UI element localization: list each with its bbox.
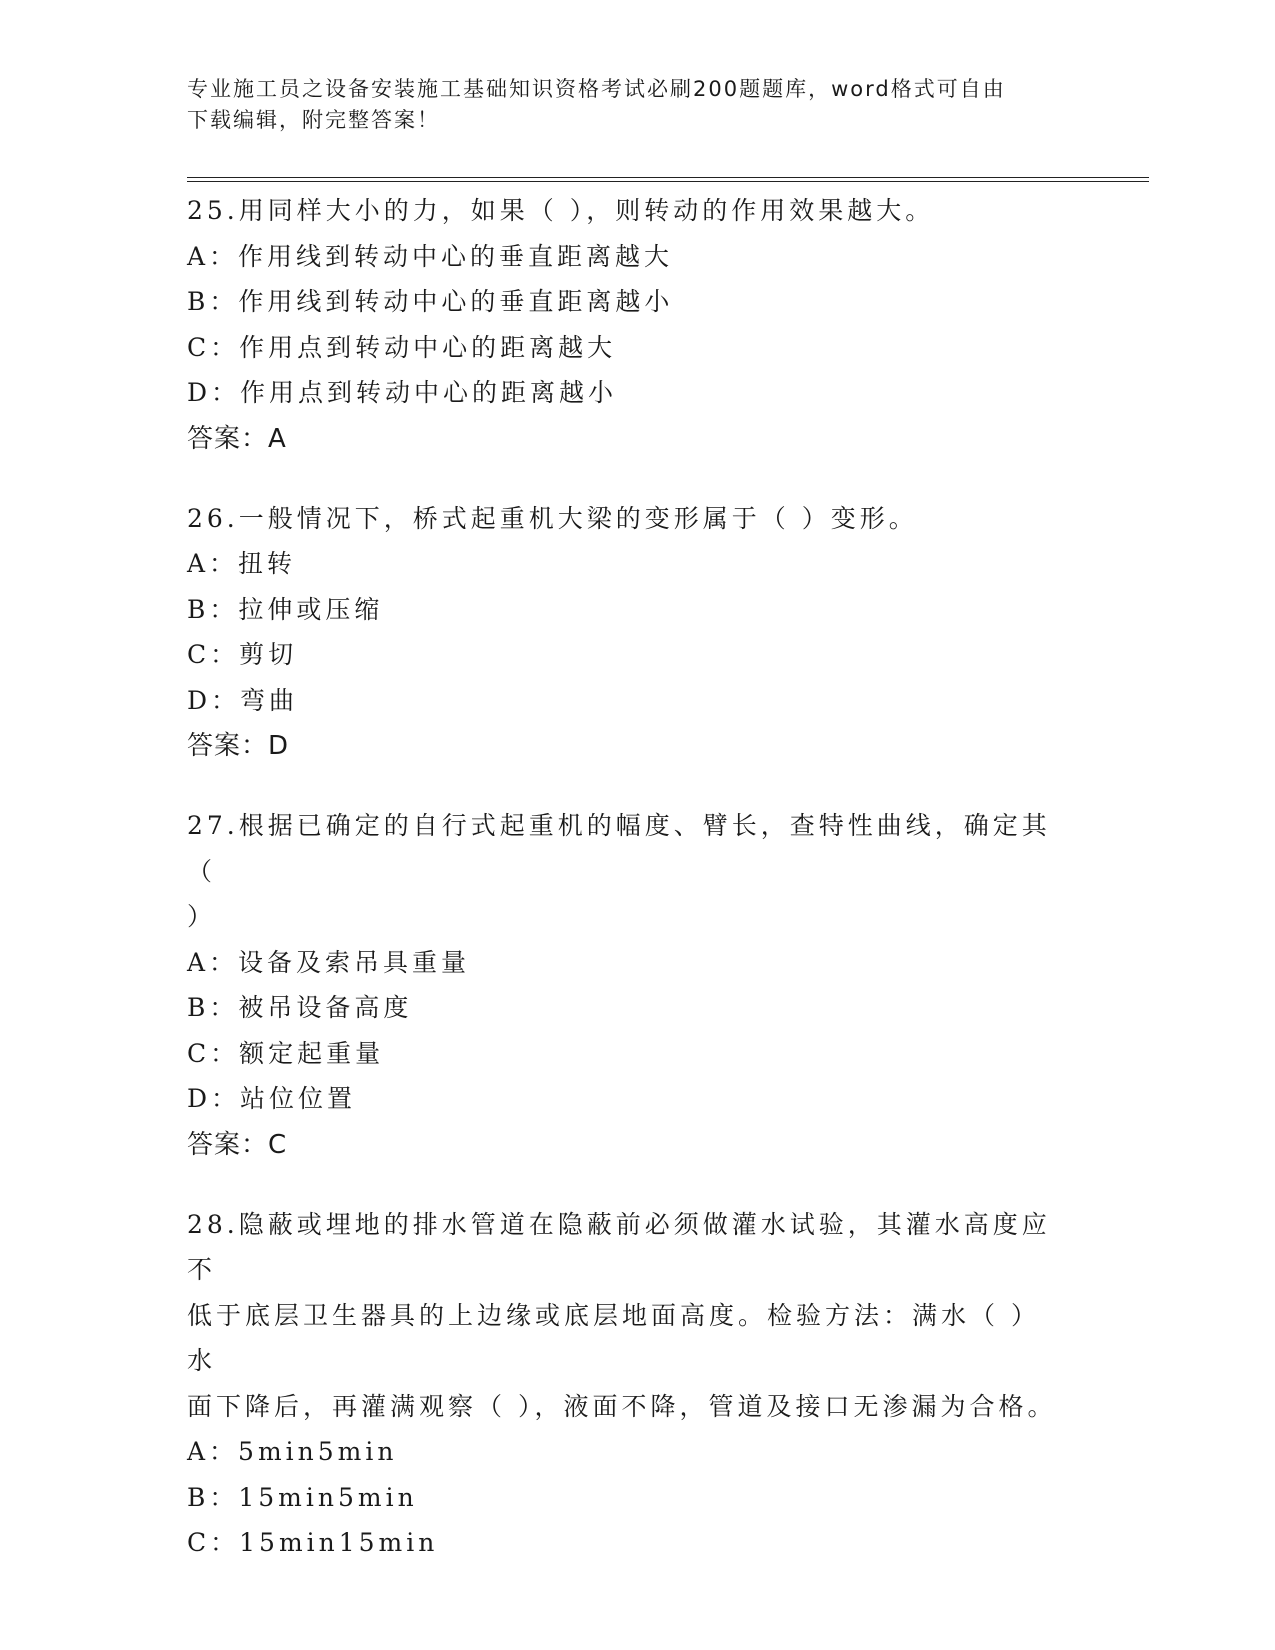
answer-option: D：弯曲: [187, 685, 299, 715]
question-stem: 25.用同样大小的力，如果（ ），则转动的作用效果越大。: [187, 196, 935, 225]
answer-option: C：剪切: [187, 640, 298, 669]
answer-option: A：5min5min: [187, 1437, 398, 1466]
header-divider-top: [187, 177, 1149, 178]
answer-option: C：15min15min: [187, 1528, 439, 1557]
question-stem: 面下降后，再灌满观察（ ），液面不降，管道及接口无渗漏为合格。: [187, 1391, 1057, 1421]
question-stem: 26.一般情况下，桥式起重机大梁的变形属于（ ）变形。: [187, 503, 918, 533]
answer-key: 答案：C: [187, 1129, 288, 1160]
question-block: [187, 188, 1067, 462]
answer-key: 答案：A: [187, 423, 287, 454]
question-stem: 28.隐蔽或埋地的排水管道在隐蔽前必须做灌水试验，其灌水高度应不: [187, 1209, 1051, 1284]
header-line-2: 下载编辑，附完整答案！: [187, 108, 440, 132]
answer-option: D：站位位置: [187, 1084, 357, 1113]
header-divider-bottom: [187, 181, 1149, 182]
question-list: [187, 188, 1067, 1600]
question-stem: 低于底层卫生器具的上边缘或底层地面高度。检验方法：满水（ ）水: [187, 1300, 1040, 1375]
answer-option: B：15min5min: [187, 1482, 418, 1512]
header-line-1: 专业施工员之设备安装施工基础知识资格考试必刷200题题库，word格式可自由: [187, 77, 1006, 101]
question-block: [187, 496, 1067, 770]
answer-option: D：作用点到转动中心的距离越小: [187, 378, 618, 407]
answer-option: B：作用线到转动中心的垂直距离越小: [187, 287, 674, 316]
answer-option: C：额定起重量: [187, 1038, 385, 1068]
answer-option: A：扭转: [187, 549, 297, 578]
answer-key: 答案：D: [187, 731, 290, 761]
document-header: [187, 74, 1067, 136]
question-block: [187, 803, 1067, 1168]
answer-option: A：设备及索吊具重量: [187, 947, 471, 977]
question-block: [187, 1202, 1067, 1566]
question-stem: 27.根据已确定的自行式起重机的幅度、臂长，查特性曲线，确定其（: [187, 811, 1051, 886]
answer-option: B：拉伸或压缩: [187, 594, 384, 624]
answer-option: C：作用点到转动中心的距离越大: [187, 332, 617, 362]
question-stem: ）: [187, 902, 217, 931]
answer-option: B：被吊设备高度: [187, 993, 413, 1022]
answer-option: A：作用线到转动中心的垂直距离越大: [187, 241, 674, 271]
